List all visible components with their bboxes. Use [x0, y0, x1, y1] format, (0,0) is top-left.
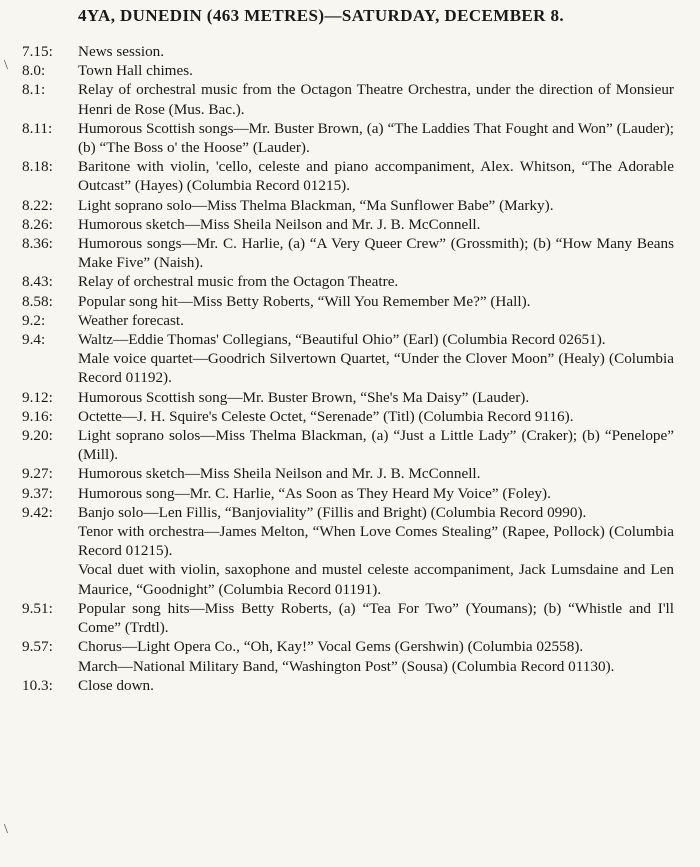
entry-description: Humorous songs—Mr. C. Harlie, (a) “A Very Queer Crew” (Grossmith); (b) “How Many Beans Make Five” (Naish).	[78, 235, 674, 272]
entry-description: Male voice quartet—Goodrich Silvertown Quartet, “Under the Clover Moon” (Healy) (Columbia Record 01192).	[78, 350, 674, 387]
programme-entry	[0, 234, 700, 272]
entry-time: 8.22:	[22, 196, 53, 214]
programme-entry	[0, 522, 700, 560]
entry-time: 9.51:	[22, 599, 53, 617]
entry-time: 9.16:	[22, 407, 53, 425]
programme-entry	[0, 637, 700, 656]
entry-description: Weather forecast.	[78, 311, 184, 329]
entry-time: 10.3:	[22, 676, 53, 694]
entry-time: 9.57:	[22, 638, 53, 656]
entry-time: 8.0:	[22, 62, 46, 80]
programme-entry	[0, 292, 700, 311]
entry-time: 8.36:	[22, 235, 53, 253]
entry-time: 9.12:	[22, 388, 53, 406]
margin-pencil-mark: \	[4, 58, 8, 73]
entry-description: Octette—J. H. Squire's Celeste Octet, “Serenade” (Titl) (Columbia Record 9116).	[78, 407, 574, 425]
programme-entry	[0, 560, 700, 598]
programme-entry	[0, 349, 700, 387]
entry-time: 7.15:	[22, 43, 53, 60]
entry-time: 8.11:	[22, 119, 53, 137]
entry-description: Close down.	[78, 676, 154, 694]
entry-time: 8.18:	[22, 158, 53, 176]
programme-entry	[0, 330, 700, 349]
entry-description: Humorous song—Mr. C. Harlie, “As Soon as They Heard My Voice” (Foley).	[78, 484, 551, 502]
entry-description: Relay of orchestral music from the Octagon Theatre Orchestra, under the direction of Monsieur Henri de Rose (Mus. Bac.).	[78, 81, 674, 118]
programme-entry	[0, 464, 700, 483]
entry-description: Humorous Scottish songs—Mr. Buster Brown, (a) “The Laddies That Fought and Won” (Lauder); (b) “The Boss o' the Hoose” (Lauder).	[78, 119, 674, 157]
programme-entry	[0, 272, 700, 291]
programme-entry	[0, 157, 700, 195]
programme-entry	[0, 657, 700, 676]
entry-description: Vocal duet with violin, saxophone and mustel celeste accompaniment, Jack Lumsdaine and Len Maurice, “Goodnight” (Columbia Record 01191).	[78, 561, 674, 598]
entry-description: Popular song hits—Miss Betty Roberts, (a) “Tea For Two” (Youmans); (b) “Whistle and I'll Come” (Trdtl).	[78, 599, 674, 637]
programme-entry	[0, 407, 700, 426]
entry-description: Humorous sketch—Miss Sheila Neilson and Mr. J. B. McConnell.	[78, 215, 481, 233]
programme-entry	[0, 599, 700, 637]
entry-description: Banjo solo—Len Fillis, “Banjoviality” (Fillis and Bright) (Columbia Record 0990).	[78, 503, 587, 521]
entry-description: Tenor with orchestra—James Melton, “When Love Comes Stealing” (Rapee, Pollock) (Columbia Record 01215).	[78, 523, 674, 560]
programme-entry	[0, 388, 700, 407]
entry-description: Relay of orchestral music from the Octagon Theatre.	[78, 273, 399, 291]
entry-time: 8.26:	[22, 215, 53, 233]
entry-description: News session.	[78, 43, 165, 60]
programme-entry	[0, 80, 700, 118]
entry-description: Humorous Scottish song—Mr. Buster Brown, “She's Ma Daisy” (Lauder).	[78, 388, 530, 406]
entry-description: Waltz—Eddie Thomas' Collegians, “Beautiful Ohio” (Earl) (Columbia Record 02651).	[78, 331, 606, 349]
entry-time: 9.20:	[22, 427, 53, 445]
entry-description: Light soprano solos—Miss Thelma Blackman, (a) “Just a Little Lady” (Craker); (b) “Penelope” (Mill).	[78, 427, 674, 464]
station-heading: 4YA, DUNEDIN (463 METRES)—SATURDAY, DECEMBER 8.	[78, 6, 565, 25]
entry-description: Town Hall chimes.	[78, 62, 193, 80]
entry-description: Baritone with violin, 'cello, celeste and piano accompaniment, Alex. Whitson, “The Adorable Outcast” (Hayes) (Columbia Record 01215).	[78, 158, 674, 195]
entry-time: 8.43:	[22, 273, 53, 291]
programme-entry	[0, 42, 700, 61]
programme-entry	[0, 61, 700, 80]
entry-description: March—National Military Band, “Washington Post” (Sousa) (Columbia Record 01130).	[78, 657, 615, 675]
entry-time: 9.27:	[22, 465, 53, 483]
entry-description: Light soprano solo—Miss Thelma Blackman, “Ma Sunflower Babe” (Marky).	[78, 196, 554, 214]
programme-entry	[0, 196, 700, 215]
entry-description: Humorous sketch—Miss Sheila Neilson and Mr. J. B. McConnell.	[78, 465, 481, 483]
programme-entry	[0, 119, 700, 157]
margin-pencil-mark: \	[4, 822, 8, 837]
programme-entry	[0, 676, 700, 695]
entry-description: Chorus—Light Opera Co., “Oh, Kay!” Vocal Gems (Gershwin) (Columbia 02558).	[78, 638, 584, 656]
programme-entry	[0, 503, 700, 522]
entry-time: 8.1:	[22, 81, 46, 99]
programme-entry	[0, 484, 700, 503]
programme-entry	[0, 426, 700, 464]
entry-time: 9.4:	[22, 331, 46, 349]
programme-entry	[0, 215, 700, 234]
entry-time: 8.58:	[22, 292, 53, 310]
entry-time: 9.2:	[22, 311, 46, 329]
programme-list	[0, 42, 700, 695]
entry-time: 9.37:	[22, 484, 53, 502]
programme-entry	[0, 311, 700, 330]
entry-description: Popular song hit—Miss Betty Roberts, “Will You Remember Me?” (Hall).	[78, 292, 531, 310]
entry-time: 9.42:	[22, 503, 53, 521]
